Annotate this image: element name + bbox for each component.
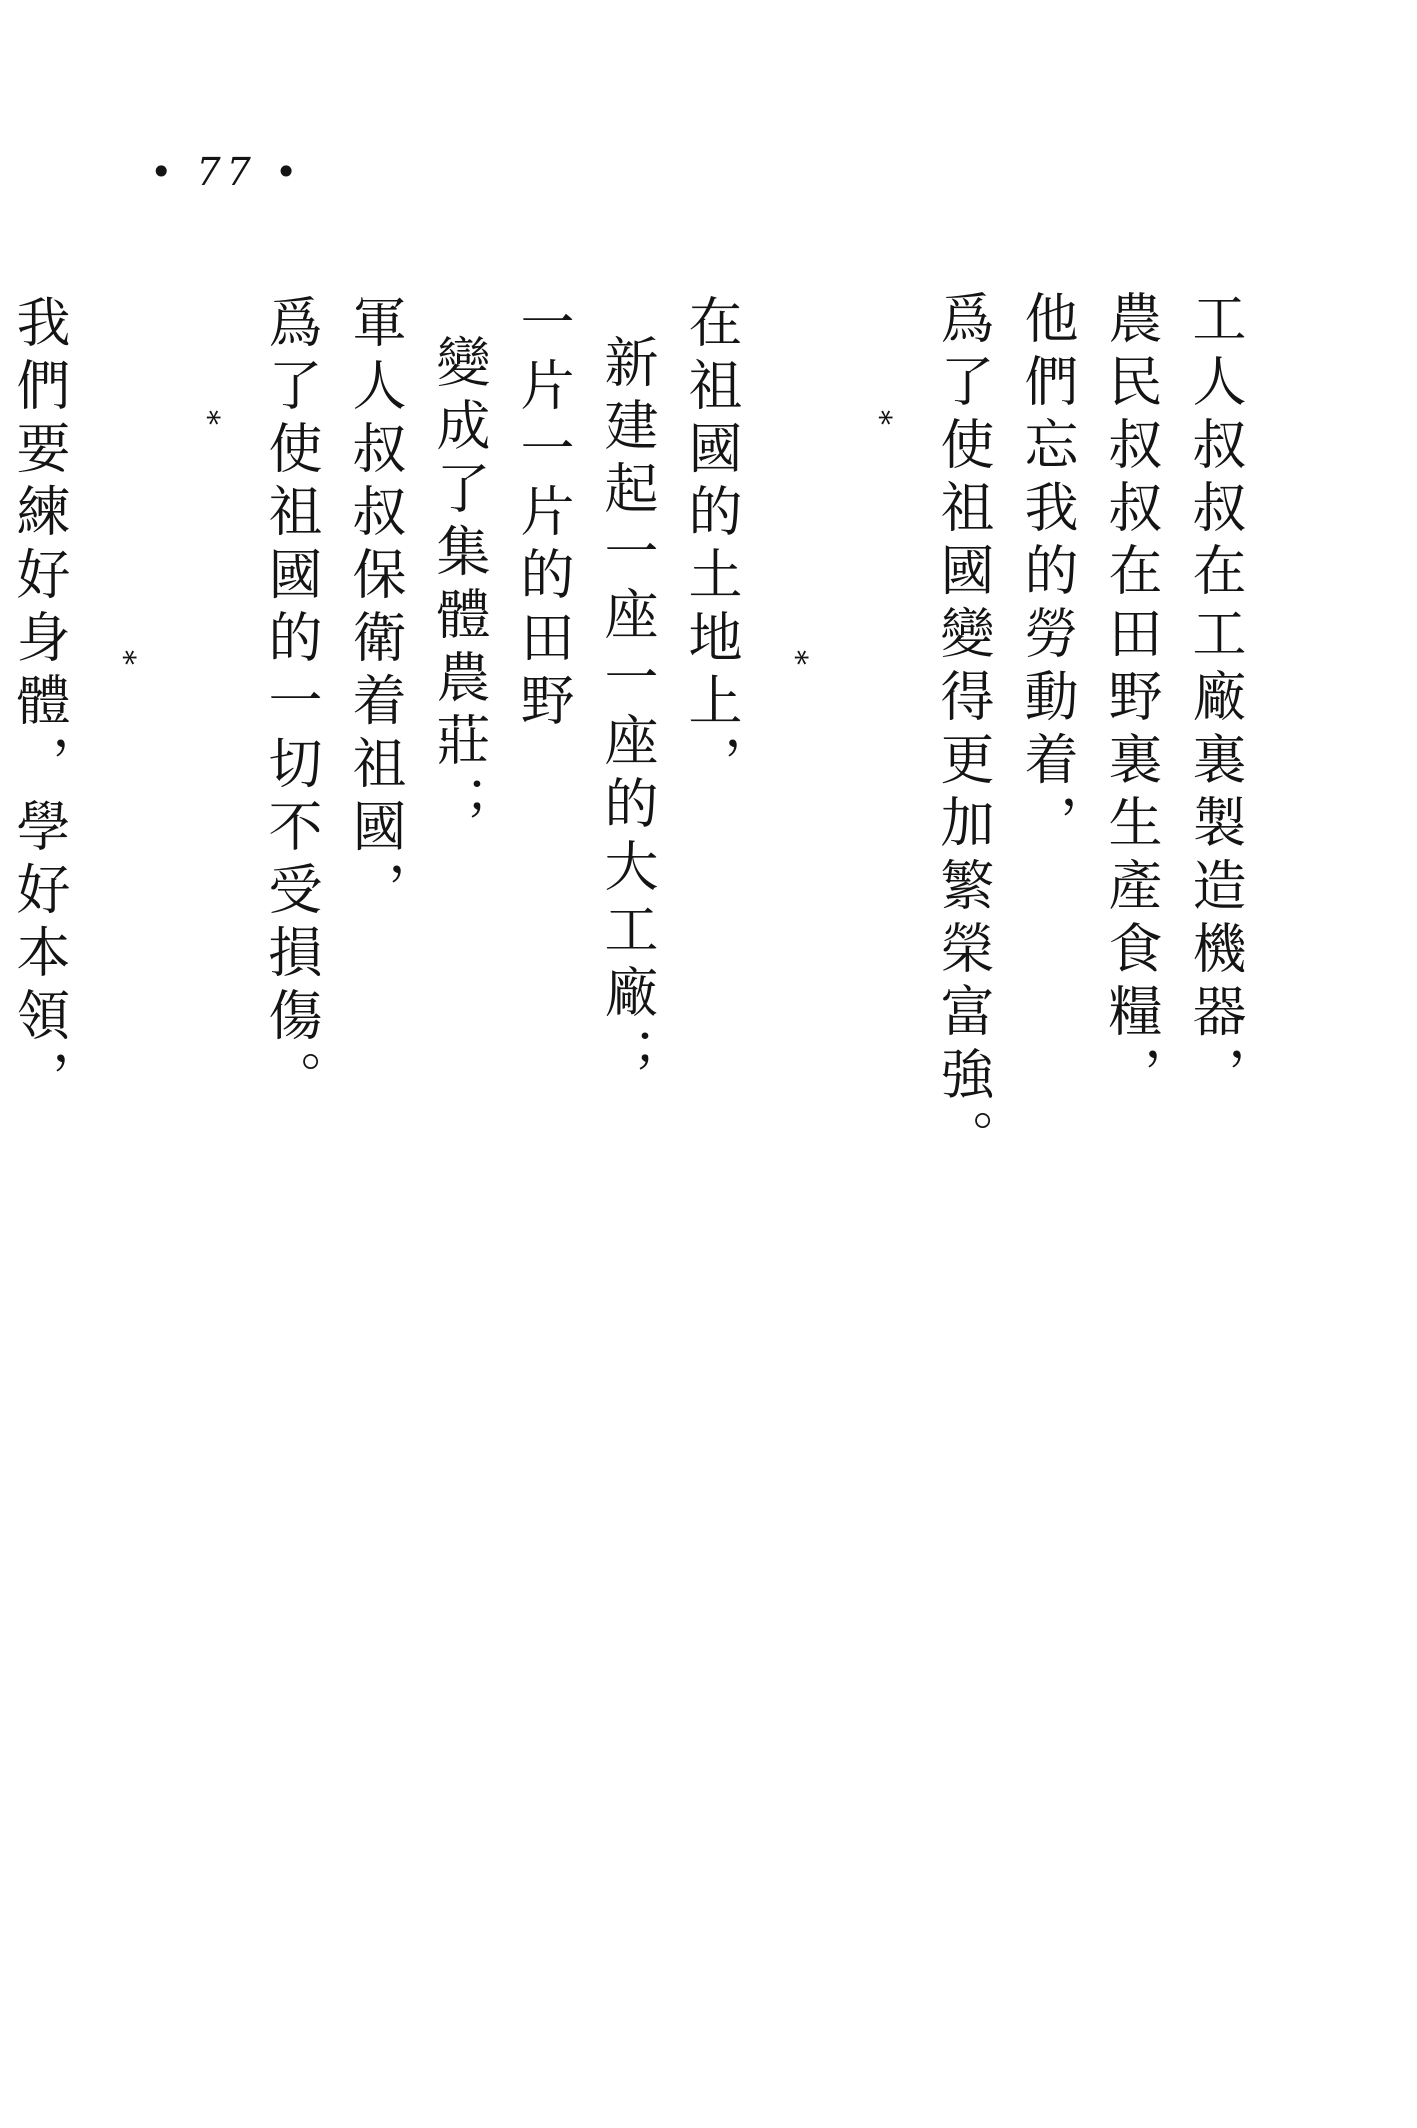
separator-asterisk: * [862,410,897,425]
poem-line: 軍人叔叔保衛着祖國， [344,294,407,924]
poem-line: 新建起一座一座的大工廠； [596,334,659,1090]
separator-asterisk: * [190,410,225,425]
separator-asterisk: * [106,650,141,665]
poem-line: 他們忘我的勞動着， [1016,290,1079,857]
poem-line: 農民叔叔在田野裏生產食糧， [1100,290,1163,1109]
separator-asterisk: * [778,650,813,665]
poem-line: 在祖國的土地上， [680,294,743,798]
poem-line: 爲了使祖國的一切不受損傷。 [260,294,323,1113]
poem-line: 我們要練好身體，學好本領， [8,294,71,1113]
stanza-separator [81,410,249,750]
page-number: • 77 • [150,150,304,194]
poem-body [8,290,1257,1290]
poem-line: 一片一片的田野 [512,294,575,735]
stanza-3 [0,290,81,1290]
stanza-1 [921,290,1257,1290]
stanza-separator [753,410,921,750]
stanza-2 [249,290,753,1290]
poem-line: 爲了使祖國變得更加繁榮富強。 [932,290,995,1172]
poem-line: 變成了集體農莊； [428,334,491,838]
poem-line: 工人叔叔在工廠裏製造機器， [1184,290,1247,1109]
